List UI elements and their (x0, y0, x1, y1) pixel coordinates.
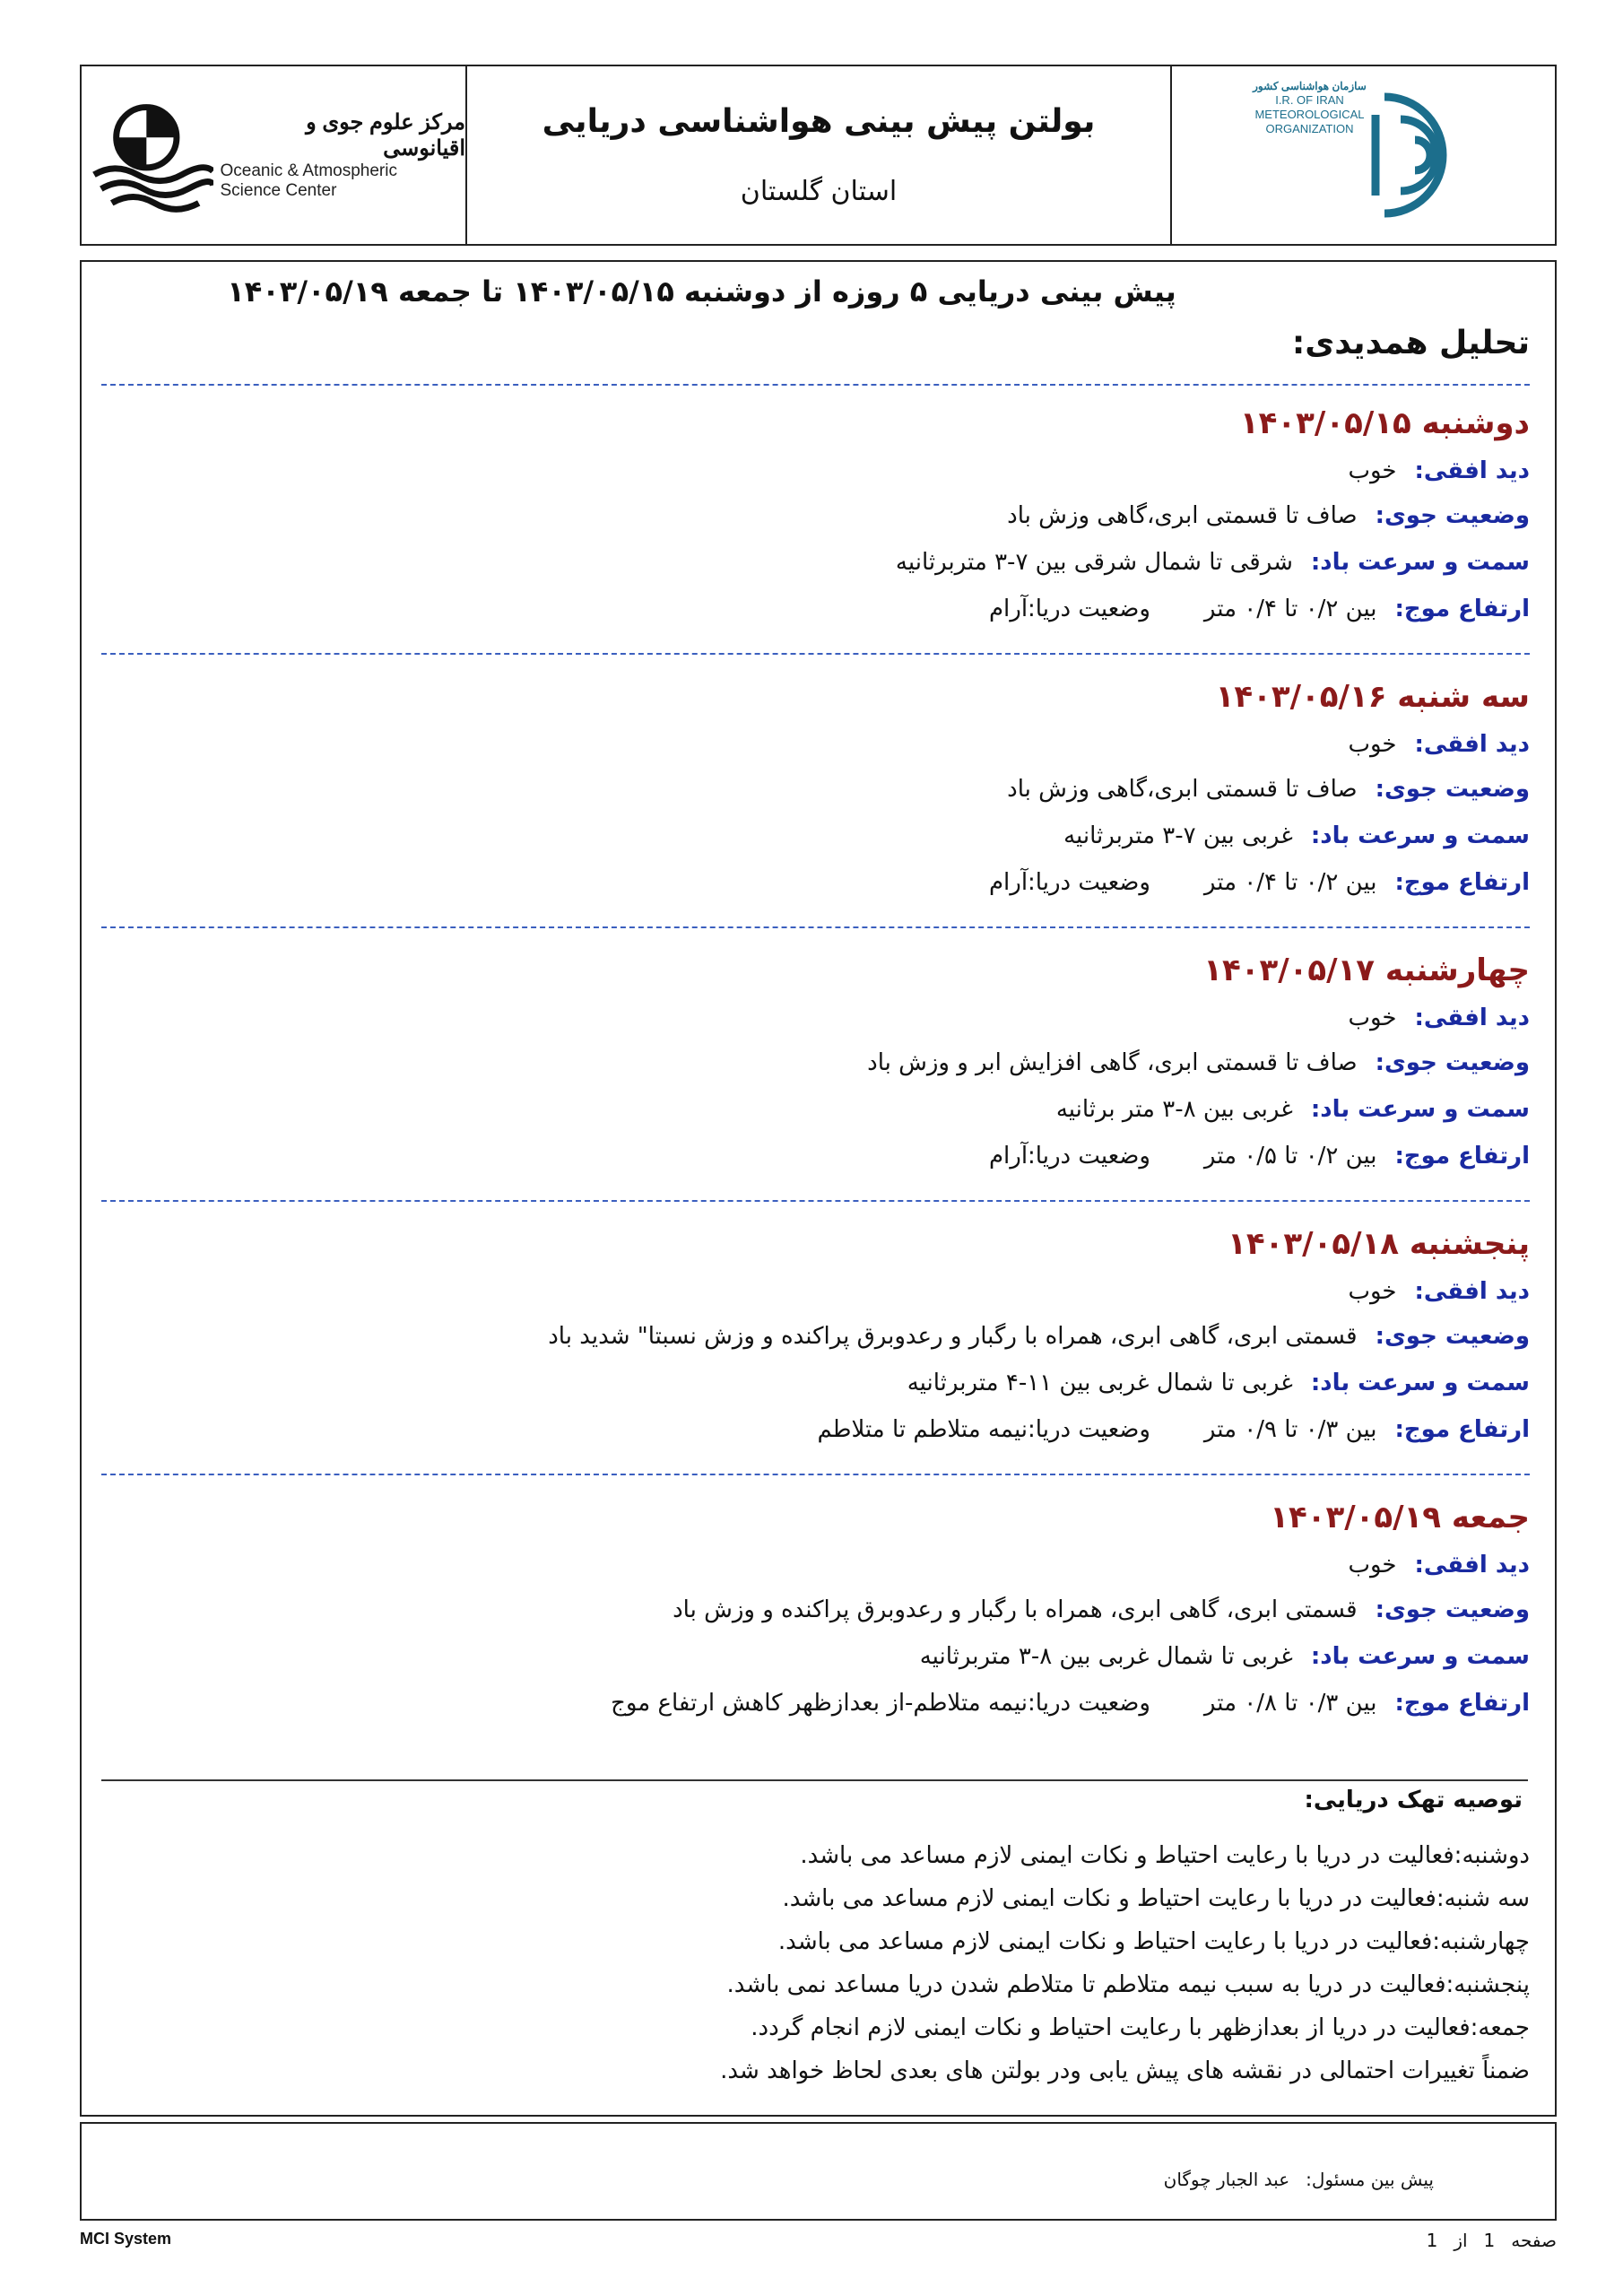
advice-line: پنجشنبه:فعالیت در دریا به سبب نیمه متلاطم تا متلاطم شدن دریا مساعد نمی باشد. (726, 1971, 1530, 1998)
sea-state-value: وضعیت دریا:آرام (988, 1143, 1150, 1170)
advice-line: جمعه:فعالیت در دریا از بعدازظهر با رعایت احتیاط و نکات ایمنی لازم انجام گردد. (751, 2014, 1530, 2041)
wave-row (611, 1690, 1530, 1717)
day-block (101, 679, 1530, 944)
wind-label: سمت و سرعت باد: (1310, 1096, 1530, 1123)
wave-value: بین ۰/۳ تا ۰/۹ متر (1203, 1416, 1377, 1443)
wind-row (920, 1643, 1530, 1670)
dashed-divider (101, 1200, 1530, 1202)
wind-row (896, 549, 1530, 576)
spacer (1150, 1143, 1204, 1170)
bulletin-title: بولتن پیش بینی هواشناسی دریایی (542, 103, 1096, 140)
spacer (1150, 1690, 1204, 1717)
dashed-divider (101, 1474, 1530, 1475)
visibility-row (1348, 1278, 1530, 1305)
header-title-block (467, 66, 1172, 244)
wave-label: ارتفاع موج: (1394, 1143, 1530, 1170)
wave-value: بین ۰/۳ تا ۰/۸ متر (1203, 1690, 1377, 1717)
visibility-value: خوب (1348, 731, 1397, 758)
day-title: دوشنبه ۱۴۰۳/۰۵/۱۵ (1239, 405, 1530, 441)
wave-label: ارتفاع موج: (1394, 1416, 1530, 1443)
weather-value: قسمتی ابری، گاهی ابری، همراه با رگبار و رعدوبرق پراکنده و وزش نسبتا" شدید باد (548, 1323, 1358, 1350)
day-title: چهارشنبه ۱۴۰۳/۰۵/۱۷ (1203, 952, 1530, 988)
wave-label: ارتفاع موج: (1394, 596, 1530, 622)
oceanic-center-name-fa: مرکز علوم جوی و اقیانوسی (306, 110, 465, 161)
visibility-row (1348, 731, 1530, 758)
visibility-row (1348, 1004, 1530, 1031)
visibility-value: خوب (1348, 457, 1397, 484)
weather-label: وضعیت جوی: (1375, 1323, 1530, 1350)
dashed-divider (101, 926, 1530, 928)
visibility-label: دید افقی: (1414, 457, 1530, 484)
visibility-label: دید افقی: (1414, 1004, 1530, 1031)
of-label: از (1454, 2230, 1468, 2251)
solid-divider (101, 1779, 1528, 1781)
wave-label: ارتفاع موج: (1394, 869, 1530, 896)
visibility-value: خوب (1348, 1552, 1397, 1578)
forecaster-name: عبد الجبار چوگان (1163, 2169, 1290, 2190)
weather-label: وضعیت جوی: (1375, 776, 1530, 803)
visibility-value: خوب (1348, 1004, 1397, 1031)
irimo-line-2: METEOROLOGICAL (1254, 108, 1365, 121)
wind-value: شرقی تا شمال شرقی بین ۷-۳ متربرثانیه (895, 549, 1293, 576)
day-block (101, 952, 1530, 1217)
weather-row (1007, 776, 1530, 803)
weather-label: وضعیت جوی: (1375, 1049, 1530, 1076)
day-block (101, 405, 1530, 670)
wave-row (989, 1143, 1530, 1170)
oceanic-center-logo (82, 66, 467, 244)
wave-row (989, 869, 1530, 896)
day-block (101, 1500, 1530, 1764)
wind-label: سمت و سرعت باد: (1310, 1643, 1530, 1670)
weather-row (548, 1323, 1530, 1350)
advice-line: ضمناً تغییرات احتمالی در نقشه های پیش یابی ودر بولتن های بعدی لحاظ خواهد شد. (720, 2057, 1530, 2084)
page-info (1427, 2230, 1557, 2251)
irimo-line-3: ORGANIZATION (1265, 122, 1354, 135)
spacer (1150, 1416, 1204, 1443)
wind-row (907, 1370, 1530, 1396)
wave-value: بین ۰/۲ تا ۰/۴ متر (1203, 869, 1377, 896)
wave-row (817, 1416, 1530, 1443)
weather-row (673, 1596, 1530, 1623)
advice-line: سه شنبه:فعالیت در دریا با رعایت احتیاط و نکات ایمنی لازم مساعد می باشد. (782, 1885, 1530, 1912)
oceanic-atmospheric-logo-icon (89, 92, 213, 218)
weather-value: قسمتی ابری، گاهی ابری، همراه با رگبار و رعدوبرق پراکنده و وزش باد (673, 1596, 1358, 1623)
weather-value: صاف تا قسمتی ابری،گاهی وزش باد (1007, 776, 1358, 803)
irimo-logo-icon (1367, 79, 1474, 231)
irimo-logo (1172, 66, 1555, 244)
visibility-label: دید افقی: (1414, 731, 1530, 758)
day-title: جمعه ۱۴۰۳/۰۵/۱۹ (1270, 1500, 1530, 1535)
weather-value: صاف تا قسمتی ابری، گاهی افزایش ابر و وزش باد (867, 1049, 1358, 1076)
forecast-section (80, 260, 1557, 2117)
sea-state-value: وضعیت دریا:آرام (988, 869, 1150, 896)
irimo-name-fa: سازمان هواشناسی کشور (1253, 80, 1367, 92)
oceanic-center-name-en-2: Science Center (220, 181, 337, 200)
irimo-line-1: I.R. OF IRAN (1275, 93, 1344, 107)
dashed-divider (101, 653, 1530, 655)
wind-value: غربی تا شمال غربی بین ۱۱-۴ متربرثانیه (907, 1370, 1293, 1396)
page-label: صفحه (1511, 2230, 1557, 2251)
sea-state-value: وضعیت دریا:آرام (988, 596, 1150, 622)
advice-line: چهارشنبه:فعالیت در دریا با رعایت احتیاط و نکات ایمنی لازم مساعد می باشد. (777, 1928, 1530, 1955)
wind-label: سمت و سرعت باد: (1310, 822, 1530, 849)
wind-row (1063, 822, 1530, 849)
footer-box (80, 2122, 1557, 2221)
visibility-row (1348, 1552, 1530, 1578)
weather-label: وضعیت جوی: (1375, 502, 1530, 529)
dashed-divider (101, 384, 1530, 386)
page-total: 1 (1426, 2230, 1438, 2251)
advice-title: توصیه تهک دریایی: (1304, 1787, 1523, 1813)
sea-state-value: وضعیت دریا:نیمه متلاطم تا متلاطم (817, 1416, 1150, 1443)
wave-row (989, 596, 1530, 622)
visibility-row (1348, 457, 1530, 484)
wave-value: بین ۰/۲ تا ۰/۵ متر (1203, 1143, 1377, 1170)
weather-value: صاف تا قسمتی ابری،گاهی وزش باد (1007, 502, 1358, 529)
wave-label: ارتفاع موج: (1394, 1690, 1530, 1717)
day-title: سه شنبه ۱۴۰۳/۰۵/۱۶ (1215, 679, 1530, 715)
bulletin-header (80, 65, 1557, 246)
sea-state-value: وضعیت دریا:نیمه متلاطم-از بعدازظهر کاهش ارتفاع موج (611, 1690, 1150, 1717)
wave-value: بین ۰/۲ تا ۰/۴ متر (1203, 596, 1377, 622)
wind-value: غربی تا شمال غربی بین ۸-۳ متربرثانیه (919, 1643, 1293, 1670)
weather-label: وضعیت جوی: (1375, 1596, 1530, 1623)
weather-row (867, 1049, 1530, 1076)
visibility-label: دید افقی: (1414, 1552, 1530, 1578)
day-title: پنجشنبه ۱۴۰۳/۰۵/۱۸ (1228, 1226, 1530, 1262)
advice-line: دوشنبه:فعالیت در دریا با رعایت احتیاط و نکات ایمنی لازم مساعد می باشد. (800, 1842, 1530, 1869)
page-number: 1 (1483, 2230, 1496, 2251)
province-name: استان گلستان (740, 176, 898, 207)
wind-label: سمت و سرعت باد: (1310, 1370, 1530, 1396)
day-block (101, 1226, 1530, 1491)
synoptic-analysis-label: تحلیل همدیدی: (1291, 325, 1530, 361)
system-name: MCI System (80, 2230, 172, 2248)
spacer (1150, 596, 1204, 622)
visibility-label: دید افقی: (1414, 1278, 1530, 1305)
wind-label: سمت و سرعت باد: (1310, 549, 1530, 576)
visibility-value: خوب (1348, 1278, 1397, 1305)
spacer (1150, 869, 1204, 896)
wind-value: غربی بین ۷-۳ متربرثانیه (1063, 822, 1293, 849)
weather-row (1007, 502, 1530, 529)
wind-row (1056, 1096, 1530, 1123)
forecast-title: پیش بینی دریایی ۵ روزه از دوشنبه ۱۴۰۳/۰۵/۱۵ تا جمعه ۱۴۰۳/۰۵/۱۹ (227, 274, 1176, 309)
forecaster-label: پیش بین مسئول: (1306, 2169, 1434, 2190)
wind-value: غربی بین ۸-۳ متر برثانیه (1055, 1096, 1293, 1123)
oceanic-center-name-en-1: Oceanic & Atmospheric (220, 161, 397, 180)
